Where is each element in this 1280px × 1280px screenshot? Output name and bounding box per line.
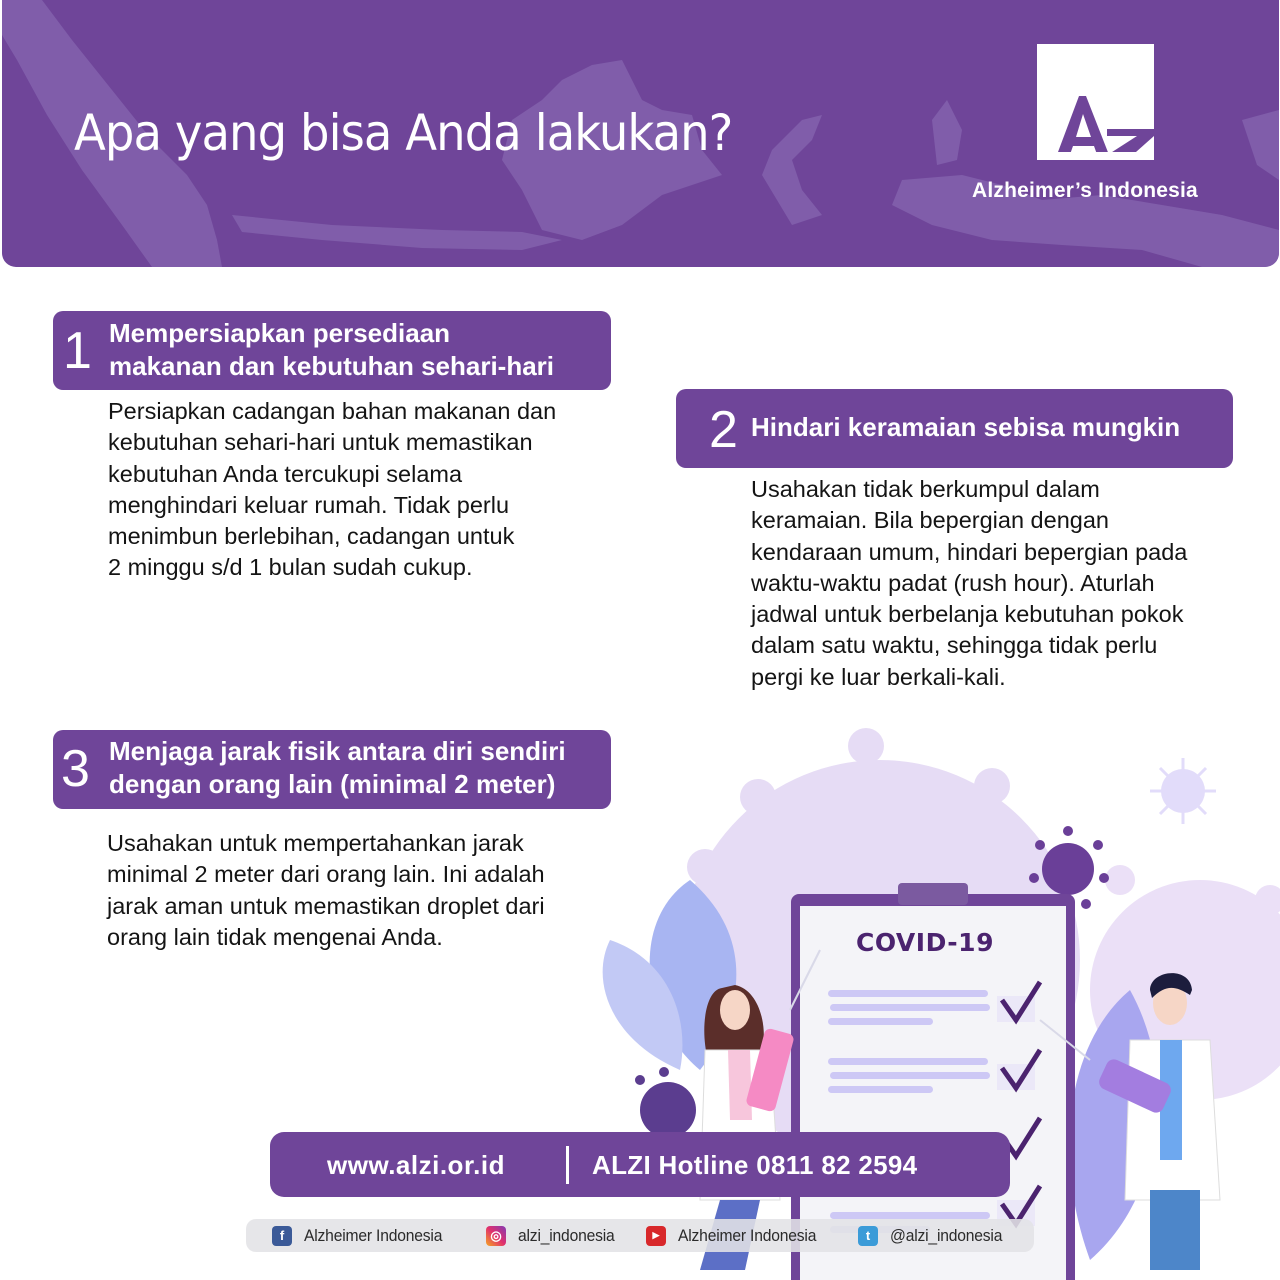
social-instagram[interactable] xyxy=(486,1219,623,1252)
section-1-body xyxy=(108,396,628,584)
section-title-line: dengan orang lain (minimal 2 meter) xyxy=(109,769,556,799)
body-line: jadwal untuk berbelanja kebutuhan pokok xyxy=(751,601,1184,628)
hotline-text: ALZI Hotline 0811 82 2594 xyxy=(592,1150,918,1180)
body-line: jarak aman untuk memastikan droplet dari xyxy=(107,892,545,919)
clipboard-title: COVID-19 xyxy=(856,928,994,957)
website-link[interactable]: www.alzi.or.id xyxy=(327,1150,505,1180)
body-line: Persiapkan cadangan bahan makanan dan xyxy=(108,398,557,424)
body-line: kebutuhan sehari-hari untuk memastikan xyxy=(108,429,533,456)
divider xyxy=(566,1146,569,1184)
body-line: 2 minggu s/d 1 bulan sudah cukup. xyxy=(108,554,473,581)
page-title: Apa yang bisa Anda lakukan? xyxy=(74,104,733,162)
section-number: 3 xyxy=(61,740,90,798)
section-2-body xyxy=(751,474,1271,693)
twitter-icon: t xyxy=(858,1226,878,1246)
section-title-line: Menjaga jarak fisik antara diri sendiri xyxy=(109,736,566,766)
social-facebook[interactable] xyxy=(272,1219,454,1252)
youtube-icon: ▶ xyxy=(646,1226,666,1246)
body-line: pergi ke luar berkali-kali. xyxy=(751,663,1006,690)
section-1-header xyxy=(53,311,611,390)
body-line: minimal 2 meter dari orang lain. Ini adalah xyxy=(107,861,545,888)
body-line: keramaian. Bila bepergian dengan xyxy=(751,507,1109,534)
section-title xyxy=(109,735,566,801)
instagram-icon: ◎ xyxy=(486,1226,506,1246)
social-label: Alzheimer Indonesia xyxy=(678,1225,817,1245)
body-line: orang lain tidak mengenai Anda. xyxy=(107,923,443,950)
org-name: Alzheimer’s Indonesia xyxy=(972,179,1198,202)
body-line: kendaraan umum, hindari bepergian pada xyxy=(751,538,1188,565)
body-line: kebutuhan Anda tercukupi selama xyxy=(108,460,463,487)
body-line: Usahakan untuk mempertahankan jarak xyxy=(107,830,524,856)
section-title xyxy=(109,317,554,383)
section-number: 1 xyxy=(63,322,92,380)
social-label: @alzi_indonesia xyxy=(890,1225,1003,1245)
section-2-header xyxy=(676,389,1233,468)
social-label: Alzheimer Indonesia xyxy=(304,1225,443,1245)
section-title-line: Mempersiapkan persediaan xyxy=(109,318,451,348)
section-title xyxy=(751,411,1180,444)
section-3-body xyxy=(107,828,627,953)
social-label: alzi_indonesia xyxy=(518,1225,615,1245)
social-twitter[interactable] xyxy=(858,1219,1012,1252)
contact-bar xyxy=(270,1132,1010,1197)
dark-virus-bottom-icon xyxy=(635,1067,696,1138)
social-youtube[interactable] xyxy=(646,1219,828,1252)
small-virus-icon xyxy=(1150,758,1216,824)
section-number: 2 xyxy=(709,401,738,459)
body-line: waktu-waktu padat (rush hour). Aturlah xyxy=(751,569,1155,596)
facebook-icon: f xyxy=(272,1226,292,1246)
body-line: dalam satu waktu, sehingga tidak perlu xyxy=(751,632,1158,659)
section-title-line: Hindari keramaian sebisa mungkin xyxy=(751,412,1181,442)
section-title-line: makanan dan kebutuhan sehari-hari xyxy=(109,351,555,381)
body-line: menghindari keluar rumah. Tidak perlu xyxy=(108,491,510,518)
body-line: menimbun berlebihan, cadangan untuk xyxy=(108,523,515,550)
section-3-header xyxy=(53,730,611,809)
social-bar xyxy=(246,1219,1034,1252)
body-line: Usahakan tidak berkumpul dalam xyxy=(751,476,1100,502)
